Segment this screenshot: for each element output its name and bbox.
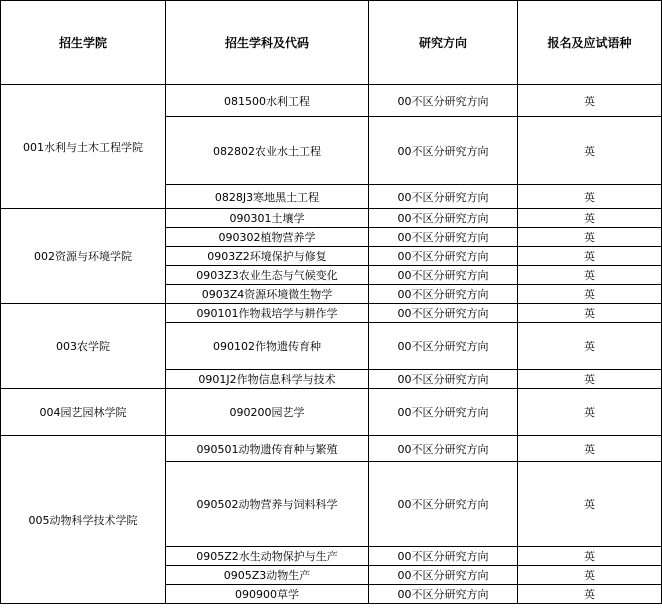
language-cell: 英 xyxy=(518,323,662,370)
direction-cell: 00不区分研究方向 xyxy=(369,266,518,285)
direction-cell: 00不区分研究方向 xyxy=(369,436,518,462)
language-cell: 英 xyxy=(518,462,662,547)
direction-cell: 00不区分研究方向 xyxy=(369,85,518,117)
subject-cell: 0901J2作物信息科学与技术 xyxy=(166,370,369,389)
language-cell: 英 xyxy=(518,117,662,185)
subject-cell: 0903Z4资源环境微生物学 xyxy=(166,285,369,304)
language-cell: 英 xyxy=(518,566,662,585)
language-cell: 英 xyxy=(518,370,662,389)
language-cell: 英 xyxy=(518,436,662,462)
direction-cell: 00不区分研究方向 xyxy=(369,585,518,604)
direction-cell: 00不区分研究方向 xyxy=(369,209,518,228)
table-row xyxy=(1,389,662,436)
language-cell: 英 xyxy=(518,85,662,117)
subject-cell: 0905Z3动物生产 xyxy=(166,566,369,585)
language-cell: 英 xyxy=(518,304,662,323)
header-row xyxy=(1,1,662,85)
header-direction: 研究方向 xyxy=(369,1,518,85)
language-cell: 英 xyxy=(518,228,662,247)
language-cell: 英 xyxy=(518,247,662,266)
header-college: 招生学院 xyxy=(1,1,166,85)
subject-cell: 090501动物遗传育种与繁殖 xyxy=(166,436,369,462)
direction-cell: 00不区分研究方向 xyxy=(369,304,518,323)
direction-cell: 00不区分研究方向 xyxy=(369,285,518,304)
subject-cell: 090900草学 xyxy=(166,585,369,604)
language-cell: 英 xyxy=(518,285,662,304)
college-cell: 001水利与土木工程学院 xyxy=(1,85,166,209)
college-cell: 002资源与环境学院 xyxy=(1,209,166,304)
direction-cell: 00不区分研究方向 xyxy=(369,228,518,247)
table-row xyxy=(1,85,662,117)
subject-cell: 090101作物栽培学与耕作学 xyxy=(166,304,369,323)
table-row xyxy=(1,436,662,462)
direction-cell: 00不区分研究方向 xyxy=(369,547,518,566)
direction-cell: 00不区分研究方向 xyxy=(369,185,518,209)
direction-cell: 00不区分研究方向 xyxy=(369,370,518,389)
college-cell: 004园艺园林学院 xyxy=(1,389,166,436)
language-cell: 英 xyxy=(518,547,662,566)
language-cell: 英 xyxy=(518,209,662,228)
table-row xyxy=(1,209,662,228)
language-cell: 英 xyxy=(518,266,662,285)
subject-cell: 0903Z3农业生态与气候变化 xyxy=(166,266,369,285)
direction-cell: 00不区分研究方向 xyxy=(369,323,518,370)
college-cell: 005动物科学技术学院 xyxy=(1,436,166,604)
subject-cell: 090301土壤学 xyxy=(166,209,369,228)
language-cell: 英 xyxy=(518,185,662,209)
header-subject: 招生学科及代码 xyxy=(166,1,369,85)
table-row xyxy=(1,304,662,323)
direction-cell: 00不区分研究方向 xyxy=(369,117,518,185)
subject-cell: 090302植物营养学 xyxy=(166,228,369,247)
subject-cell: 090102作物遗传育种 xyxy=(166,323,369,370)
subject-cell: 081500水利工程 xyxy=(166,85,369,117)
college-cell: 003农学院 xyxy=(1,304,166,389)
subject-cell: 082802农业水土工程 xyxy=(166,117,369,185)
direction-cell: 00不区分研究方向 xyxy=(369,462,518,547)
direction-cell: 00不区分研究方向 xyxy=(369,247,518,266)
subject-cell: 0905Z2水生动物保护与生产 xyxy=(166,547,369,566)
language-cell: 英 xyxy=(518,585,662,604)
direction-cell: 00不区分研究方向 xyxy=(369,566,518,585)
subject-cell: 090502动物营养与饲料科学 xyxy=(166,462,369,547)
language-cell: 英 xyxy=(518,389,662,436)
subject-cell: 0828J3寒地黑土工程 xyxy=(166,185,369,209)
subject-cell: 090200园艺学 xyxy=(166,389,369,436)
subject-cell: 0903Z2环境保护与修复 xyxy=(166,247,369,266)
header-language: 报名及应试语种 xyxy=(518,1,662,85)
direction-cell: 00不区分研究方向 xyxy=(369,389,518,436)
